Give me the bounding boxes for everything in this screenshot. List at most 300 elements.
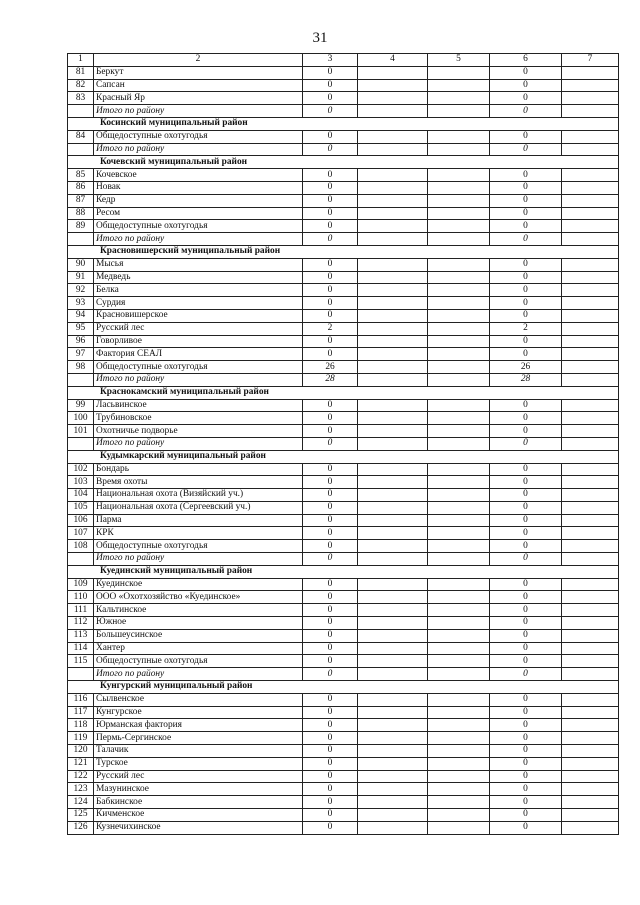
col3-value: 0 (303, 130, 358, 143)
column-header: 6 (490, 54, 562, 67)
col4-value (358, 207, 428, 220)
col7-value (562, 181, 619, 194)
row-number: 112 (68, 617, 94, 630)
col3-value: 0 (303, 617, 358, 630)
row-number: 93 (68, 297, 94, 310)
col7-value (562, 501, 619, 514)
col5-value (428, 693, 490, 706)
row-name: Куединское (94, 578, 303, 591)
table-row (68, 284, 619, 297)
col3-value: 0 (303, 463, 358, 476)
table-row (68, 821, 619, 834)
col7-value (562, 591, 619, 604)
col6-value: 0 (490, 399, 562, 412)
row-number: 122 (68, 770, 94, 783)
row-number: 95 (68, 322, 94, 335)
table-row (68, 706, 619, 719)
col6-value: 0 (490, 335, 562, 348)
col4-value (358, 79, 428, 92)
col6-value: 0 (490, 412, 562, 425)
col3-value: 0 (303, 284, 358, 297)
table-row (68, 719, 619, 732)
col5-value (428, 373, 490, 386)
table-row (68, 783, 619, 796)
col4-value (358, 578, 428, 591)
col5-value (428, 745, 490, 758)
row-number: 99 (68, 399, 94, 412)
table-row (68, 489, 619, 502)
row-name: Национальная охота (Визяйский уч.) (94, 489, 303, 502)
row-number: 91 (68, 271, 94, 284)
col4-value (358, 335, 428, 348)
col4-value (358, 220, 428, 233)
col3-value: 0 (303, 437, 358, 450)
col3-value: 0 (303, 399, 358, 412)
col5-value (428, 297, 490, 310)
col6-value: 0 (490, 514, 562, 527)
row-number: 109 (68, 578, 94, 591)
col3-value: 0 (303, 169, 358, 182)
col4-value (358, 476, 428, 489)
col6-value: 0 (490, 271, 562, 284)
col6-value: 0 (490, 501, 562, 514)
col4-value (358, 322, 428, 335)
district-header-row (68, 450, 619, 463)
row-name: Кальтинское (94, 604, 303, 617)
col7-value (562, 642, 619, 655)
col4-value (358, 284, 428, 297)
row-name: Мазунинское (94, 783, 303, 796)
col6-value: 0 (490, 706, 562, 719)
col7-value (562, 668, 619, 681)
col6-value: 0 (490, 821, 562, 834)
column-header: 3 (303, 54, 358, 67)
col3-value: 0 (303, 719, 358, 732)
table-row (68, 412, 619, 425)
row-number (68, 233, 94, 246)
col4-value (358, 514, 428, 527)
col3-value: 0 (303, 412, 358, 425)
col3-value: 0 (303, 335, 358, 348)
col6-value: 0 (490, 143, 562, 156)
table-row (68, 425, 619, 438)
district-total-row (68, 143, 619, 156)
row-number: 107 (68, 527, 94, 540)
col7-value (562, 693, 619, 706)
row-number: 126 (68, 821, 94, 834)
row-number: 111 (68, 604, 94, 617)
col3-value: 0 (303, 796, 358, 809)
col5-value (428, 437, 490, 450)
col4-value (358, 642, 428, 655)
col4-value (358, 143, 428, 156)
row-number (68, 437, 94, 450)
col7-value (562, 629, 619, 642)
col6-value: 0 (490, 437, 562, 450)
table-row (68, 591, 619, 604)
row-name: Большеусинское (94, 629, 303, 642)
district-header-row (68, 245, 619, 258)
col5-value (428, 476, 490, 489)
col4-value (358, 169, 428, 182)
row-number: 103 (68, 476, 94, 489)
col4-value (358, 706, 428, 719)
col5-value (428, 284, 490, 297)
col4-value (358, 361, 428, 374)
col5-value (428, 143, 490, 156)
col6-value: 0 (490, 540, 562, 553)
row-number: 110 (68, 591, 94, 604)
col7-value (562, 373, 619, 386)
column-header: 7 (562, 54, 619, 67)
col4-value (358, 181, 428, 194)
col7-value (562, 194, 619, 207)
col7-value (562, 463, 619, 476)
district-total-row (68, 668, 619, 681)
row-number: 82 (68, 79, 94, 92)
col3-value: 0 (303, 655, 358, 668)
col3-value: 0 (303, 194, 358, 207)
col5-value (428, 757, 490, 770)
col4-value (358, 770, 428, 783)
row-name: Русский лес (94, 322, 303, 335)
col6-value: 0 (490, 553, 562, 566)
row-name: Итого по району (94, 105, 303, 118)
col4-value (358, 629, 428, 642)
row-number: 84 (68, 130, 94, 143)
col7-value (562, 476, 619, 489)
row-name: ООО «Охотхозяйство «Куединское» (94, 591, 303, 604)
col7-value (562, 412, 619, 425)
col4-value (358, 412, 428, 425)
row-name: Белка (94, 284, 303, 297)
row-name: Итого по району (94, 437, 303, 450)
col4-value (358, 809, 428, 822)
col5-value (428, 668, 490, 681)
col5-value (428, 348, 490, 361)
col7-value (562, 553, 619, 566)
col3-value: 0 (303, 770, 358, 783)
col5-value (428, 169, 490, 182)
row-number: 105 (68, 501, 94, 514)
row-name: Общедоступные охотугодья (94, 361, 303, 374)
col7-value (562, 322, 619, 335)
col3-value: 0 (303, 745, 358, 758)
row-name: Южное (94, 617, 303, 630)
table-row (68, 476, 619, 489)
header-row (68, 54, 619, 67)
row-number: 96 (68, 335, 94, 348)
col7-value (562, 745, 619, 758)
page-number: 31 (312, 30, 328, 46)
col7-value (562, 425, 619, 438)
col5-value (428, 399, 490, 412)
col3-value: 0 (303, 783, 358, 796)
row-name: Кунгурское (94, 706, 303, 719)
col6-value: 0 (490, 476, 562, 489)
col4-value (358, 604, 428, 617)
district-total-row (68, 437, 619, 450)
table-row (68, 809, 619, 822)
row-name: Бабкинское (94, 796, 303, 809)
col3-value: 0 (303, 66, 358, 79)
col4-value (358, 757, 428, 770)
col7-value (562, 297, 619, 310)
district-name: Краснокамский муниципальный район (68, 386, 619, 399)
col7-value (562, 207, 619, 220)
col7-value (562, 130, 619, 143)
col4-value (358, 194, 428, 207)
col5-value (428, 642, 490, 655)
col6-value: 0 (490, 220, 562, 233)
row-name: Ресом (94, 207, 303, 220)
col7-value (562, 271, 619, 284)
col3-value: 0 (303, 143, 358, 156)
col6-value: 0 (490, 66, 562, 79)
col3-value: 0 (303, 233, 358, 246)
table-row (68, 271, 619, 284)
row-name: Беркут (94, 66, 303, 79)
col3-value: 0 (303, 309, 358, 322)
col5-value (428, 271, 490, 284)
col4-value (358, 425, 428, 438)
col7-value (562, 220, 619, 233)
row-number: 81 (68, 66, 94, 79)
district-header-row (68, 156, 619, 169)
col5-value (428, 501, 490, 514)
col4-value (358, 92, 428, 105)
col4-value (358, 693, 428, 706)
hunting-grounds-table (67, 53, 619, 835)
row-name: Кичменское (94, 809, 303, 822)
table-row (68, 732, 619, 745)
district-name: Красновишерский муниципальный район (68, 245, 619, 258)
table-row (68, 757, 619, 770)
col5-value (428, 105, 490, 118)
row-number: 123 (68, 783, 94, 796)
col5-value (428, 322, 490, 335)
col6-value: 0 (490, 604, 562, 617)
row-name: Талачик (94, 745, 303, 758)
row-number (68, 105, 94, 118)
row-name: Юрманская фактория (94, 719, 303, 732)
table-row (68, 629, 619, 642)
col7-value (562, 604, 619, 617)
row-number: 113 (68, 629, 94, 642)
row-number: 118 (68, 719, 94, 732)
col5-value (428, 92, 490, 105)
row-name: Русский лес (94, 770, 303, 783)
col6-value: 0 (490, 92, 562, 105)
col4-value (358, 540, 428, 553)
col5-value (428, 361, 490, 374)
row-number: 86 (68, 181, 94, 194)
col7-value (562, 809, 619, 822)
col7-value (562, 796, 619, 809)
row-name: Кедр (94, 194, 303, 207)
table-row (68, 348, 619, 361)
col4-value (358, 373, 428, 386)
district-header-row (68, 565, 619, 578)
col4-value (358, 463, 428, 476)
col7-value (562, 757, 619, 770)
row-number: 92 (68, 284, 94, 297)
col7-value (562, 284, 619, 297)
col7-value (562, 821, 619, 834)
row-number (68, 668, 94, 681)
district-name: Кудымкарский муниципальный район (68, 450, 619, 463)
col7-value (562, 527, 619, 540)
row-number: 98 (68, 361, 94, 374)
col7-value (562, 309, 619, 322)
table-row (68, 540, 619, 553)
table-row (68, 258, 619, 271)
col4-value (358, 527, 428, 540)
col6-value: 0 (490, 194, 562, 207)
col4-value (358, 617, 428, 630)
row-number: 94 (68, 309, 94, 322)
col6-value: 0 (490, 297, 562, 310)
row-name: Говорливое (94, 335, 303, 348)
col4-value (358, 553, 428, 566)
col6-value: 0 (490, 668, 562, 681)
col5-value (428, 732, 490, 745)
col6-value: 0 (490, 757, 562, 770)
row-number: 102 (68, 463, 94, 476)
row-name: Красный Яр (94, 92, 303, 105)
col7-value (562, 514, 619, 527)
col7-value (562, 258, 619, 271)
row-name: Красновишерское (94, 309, 303, 322)
table-row (68, 169, 619, 182)
col3-value: 0 (303, 553, 358, 566)
col5-value (428, 425, 490, 438)
col3-value: 0 (303, 514, 358, 527)
row-name: Трубиновское (94, 412, 303, 425)
col6-value: 2 (490, 322, 562, 335)
table-row (68, 770, 619, 783)
col3-value: 0 (303, 578, 358, 591)
col5-value (428, 591, 490, 604)
col5-value (428, 540, 490, 553)
col6-value: 0 (490, 693, 562, 706)
column-header: 5 (428, 54, 490, 67)
col5-value (428, 629, 490, 642)
col5-value (428, 527, 490, 540)
district-name: Кунгурский муниципальный район (68, 681, 619, 694)
col4-value (358, 297, 428, 310)
col7-value (562, 578, 619, 591)
row-name: Новак (94, 181, 303, 194)
district-name: Кочевский муниципальный район (68, 156, 619, 169)
table-row (68, 181, 619, 194)
table-row (68, 309, 619, 322)
table-row (68, 130, 619, 143)
row-name: Сурдия (94, 297, 303, 310)
col3-value: 0 (303, 207, 358, 220)
col3-value: 0 (303, 92, 358, 105)
col5-value (428, 706, 490, 719)
col6-value: 0 (490, 258, 562, 271)
row-name: Сылвенское (94, 693, 303, 706)
table-row (68, 194, 619, 207)
col5-value (428, 412, 490, 425)
row-name: Ласьвинское (94, 399, 303, 412)
row-name: Общедоступные охотугодья (94, 540, 303, 553)
row-name: Кочевское (94, 169, 303, 182)
row-name: Общедоступные охотугодья (94, 220, 303, 233)
row-name: Охотничье подворье (94, 425, 303, 438)
row-number: 87 (68, 194, 94, 207)
col6-value: 0 (490, 527, 562, 540)
column-header: 4 (358, 54, 428, 67)
col3-value: 0 (303, 297, 358, 310)
col6-value: 0 (490, 425, 562, 438)
row-number: 106 (68, 514, 94, 527)
table-row (68, 501, 619, 514)
col6-value: 0 (490, 783, 562, 796)
col6-value: 0 (490, 745, 562, 758)
col7-value (562, 233, 619, 246)
district-total-row (68, 105, 619, 118)
row-name: Хантер (94, 642, 303, 655)
row-number: 108 (68, 540, 94, 553)
col5-value (428, 489, 490, 502)
col5-value (428, 258, 490, 271)
col6-value: 0 (490, 591, 562, 604)
col3-value: 0 (303, 629, 358, 642)
col4-value (358, 437, 428, 450)
row-name: Итого по району (94, 233, 303, 246)
col3-value: 0 (303, 693, 358, 706)
col3-value: 0 (303, 258, 358, 271)
col7-value (562, 169, 619, 182)
col6-value: 0 (490, 578, 562, 591)
col5-value (428, 821, 490, 834)
col4-value (358, 66, 428, 79)
col7-value (562, 143, 619, 156)
col5-value (428, 79, 490, 92)
col5-value (428, 233, 490, 246)
row-number: 125 (68, 809, 94, 822)
table-row (68, 399, 619, 412)
table-row (68, 297, 619, 310)
col7-value (562, 105, 619, 118)
col7-value (562, 92, 619, 105)
col5-value (428, 514, 490, 527)
col3-value: 0 (303, 821, 358, 834)
col7-value (562, 719, 619, 732)
row-number: 97 (68, 348, 94, 361)
col4-value (358, 233, 428, 246)
col3-value: 0 (303, 591, 358, 604)
table-row (68, 655, 619, 668)
col3-value: 0 (303, 501, 358, 514)
table-row (68, 207, 619, 220)
col5-value (428, 181, 490, 194)
table-row (68, 361, 619, 374)
col6-value: 0 (490, 732, 562, 745)
col5-value (428, 309, 490, 322)
col5-value (428, 578, 490, 591)
col4-value (358, 348, 428, 361)
col5-value (428, 463, 490, 476)
row-name: Итого по району (94, 373, 303, 386)
col3-value: 0 (303, 476, 358, 489)
col4-value (358, 105, 428, 118)
col5-value (428, 207, 490, 220)
row-name: Фактория СЕАЛ (94, 348, 303, 361)
